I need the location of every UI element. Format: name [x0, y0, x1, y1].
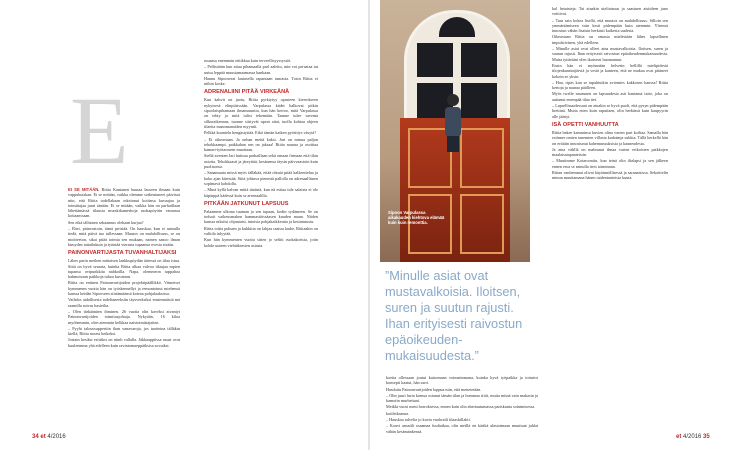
- paragraph: – Lapsellisuudessani on ainakin se hyvä puoli, että pysyn pidempään brettinä. Mutta etten kuin raputtaen, olin herkässä kuin kaupyyrin alle jäänyt.: [552, 103, 668, 119]
- paragraph: – Hauskoa talvelta jo kuvia vuokraili tilaaskillahti.: [386, 417, 471, 423]
- paragraph: koetta ollessaan joutui katsomaan voimattomana, kuinka hyvä työpaikka ja toimiva konsepti kaatui, hän sarri.: [386, 375, 538, 386]
- paragraph: – Olen tärkäänäen ihminen. 26 vuotta olin kaveksi aivantyt Painonvartijoiden toimitusjohtaja. Nykyään, 16 kiloa myöhemmin, olen aiemmin kelkkaa naistoimittajatien.: [68, 308, 180, 325]
- paragraph: – Taas sain kokea lisellä, että muutos on mahdollisuus. Silloin sen ymmärtämiseen vain kesti pidempään kuin aiemmin. Yleensä innostun vähän lisaisin herkästi kaikesta uudesta.: [552, 17, 668, 34]
- issue-label: 4/2016: [47, 434, 66, 440]
- paragraph: – Haa, ripäs kun se tapahtuikin aviomies kakkosen kanssa! Riitta kertoja ja nauraa päälleen.: [552, 79, 668, 91]
- paragraph: Kun kahvit on juotu, Riitta pyrkiytyy opasteen kierrokseen nykyisesä elinpiirissään. Varpulassa kädet halkovat pitkin sipoolaispihamaan ilmansuuntia, kun hän kertoo, mitä Varpulassa on tehty ja mitä tulisi tekemään. Taanne tulee saventa silkoraikennus, tuonne siirtyvät upeat aitat, tuolla kohtaa ohjeen tilaeita manomanoiden myyntit.: [204, 97, 318, 129]
- paragraph: Riitan vanhemmat olivat käytännöllisessä ja saranaisissa. Sekoittelin minun muuttamana hänen taidentunteista kuuta.: [552, 170, 668, 181]
- paragraph: Ja aina välillä on mahtunut ilmaa varten erikoisten paikkojen maalaisatapanteisiin.: [552, 146, 668, 158]
- paragraph: Sen eikä tällainen sekaannus olekaan kurjaa?: [68, 219, 144, 225]
- section-heading: PITKÄÄN JATKUNUT LAPSUUS: [204, 200, 289, 207]
- paragraph: Riitta toitta puhuen ja kukkitta on lahjaa raatuu lauke, Riittaakin on valitila inlyytää.: [204, 225, 318, 237]
- left-column-1: [68, 187, 180, 431]
- paragraph: – Pyyhi taloussuppertiin ihan vanavaroja, jos tuotteina tälläkin kiellä, Riitta nosesi hetkeksi.: [68, 325, 180, 337]
- paragraph: kotiletkaansa.: [386, 410, 410, 416]
- paragraph: – Minä kyllä kalvan mitiä tänästä, kun nä esitaa tule salaista ei ole käpärppä kädessä kuin se arsenaalilla.: [204, 187, 318, 198]
- paragraph: ruuaasa enemmän etitikkaa kuin terveellisyyssystöt.: [204, 58, 292, 63]
- paragraph: EI SE MITÄÄN. Riitta Kantanen huutaa lauseen ilmaan kuin vappuhuiskan. Ei se mitään, vaikka olemme sotkeutuneet päivissä niin, että Riitta todellakaan odottanut kotiinsa kuvaajaa ja toimittajaa juuri tänään. Ei se mitään, vaikka hän on parhaillaan lähettämässä tilausta murskikamerhoja ruokapöytiin varaussa kotiaanssaan.: [68, 187, 180, 219]
- person-figure: [438, 92, 468, 152]
- paragraph: Riitta bakee kamarinsa kuvien olina varten part koiltaa. Samalla hän esiinner omien tanemien villasta kadotmja sukkia. Tällä herkellä hän on erittäin innostunut kahennussuksista ja kauneudesta.: [552, 129, 668, 146]
- paragraph: – Kouvi ansaiili osaamaa fuuliatkaa, olin meillä on kärikä alastoimaan muuttuat juhlat vähän kesämänkensä.: [386, 423, 538, 433]
- section-heading: ADRENALIINI PITÄÄ VIRKEÄNÄ: [204, 89, 290, 96]
- paragraph: Myös twelfe naurunen on lapsuudesta asti kantanut taito, joka on auttanut enempää tilaa tiet.: [552, 91, 668, 102]
- page-number: 35: [703, 434, 710, 440]
- pull-quote: ”Minulle asiat ovat mustavalkoisia. Iloitsen, suren ja suutun rajusti. Ihan erityisesti raivostun epäoikeudenmukaisuudesta.”: [385, 268, 523, 363]
- right-folio: [676, 434, 710, 440]
- paragraph: – Minulle asiat ovat olleet aina mustavalkoisia. Iloitsen, suren ja suutun rajusti. Ihan erityisesti raivostun epäoikeudenmukaisuudesta. Mutta tyttäriäni olen ikuisesti huomannut.: [552, 46, 668, 62]
- paragraph: Meikki vuosi meni horroksessa, ennen kuin olin ahertautumassa pariskunta soinimisessa.: [386, 404, 536, 410]
- left-folio: [32, 434, 66, 440]
- paragraph: Hannu Sipooserai lautasella rapantaan tumasta. Tosin Riitta ei niihin koske.: [204, 75, 318, 87]
- window-pane: [417, 43, 453, 77]
- door-panel: [460, 194, 504, 254]
- page-fold: [368, 0, 370, 450]
- section-heading: PAINONVARTIJASTA TUVANHALTIJAKSI: [68, 250, 177, 257]
- window-pane: [461, 43, 497, 77]
- paragraph: Hasdoitu Painonvartijoiden loppua niin, että menetetään.: [386, 386, 482, 392]
- issue-label: 4/2016: [683, 434, 702, 440]
- right-column-4: [552, 6, 668, 431]
- paragraph: Riitta on entinen Painonvartijoiden projektipäällikkö. Viimeiset kymmenen vuotta hän on työskennellyt ja remontoinut miehensä kanssa heidän Sipooseen siirtämäänsä koteaa pohjalaaksissa.: [68, 280, 180, 297]
- page-number: 34: [32, 434, 39, 440]
- magazine-name: et: [676, 434, 682, 440]
- left-column-2: [204, 58, 318, 431]
- window-pane: [439, 17, 475, 37]
- paragraph: Pelkkä kuuntelu hengästyttää. Eikö tämän kaiken pyörittys väsytä?: [204, 130, 317, 136]
- paragraph: Jostain kesiksi esittiksi on niinh vallalla. Jäkkaappiissa ruuat ovat kuuleemma yhä edelleen kuin ravintomaeppäiksisa sovuiksi.: [68, 337, 180, 348]
- paragraph: – Olin juuri lurin kanssa ostanut tämän tilan ja hommaa riitti, mutta miinä vain makasin ja kamotin murhettani.: [386, 392, 538, 404]
- paragraph: – Muutimme Kotarooniin, kun teinä olin iltalapsi ja sen jälkeen ennen eroa se minulla tiesi toiminnan.: [552, 158, 668, 169]
- paragraph: – Ei oikeastaan. Ja onhan meitä kaksi. Jari on minua paljon tehokkaampi, paikkahan sen on jaksaa! Riitta nauraa ja osoittaa kamari-työtaoneen muottaan.: [204, 136, 318, 153]
- paragraph: Siellä aventen Jari hutisaa parhaillaan sekä omaan firmaan että tilan asioita. Tehokkaasti ja järeyttää, kesänensa täysin päivvaastoin kuin puolisonsa.: [204, 153, 318, 170]
- paragraph: Palaamme ulkona tuuman ja sen tupaan, kodin sydämeen. Se on todsoit vaikeusmaken hammastöissäasen kuuden maan. Niiden kanssa niksiisi ohjantaisi, intoisia pohjakaikkeutta ja kesintutustu.: [204, 208, 318, 225]
- section-heading: ISÄ OPETTI VANHUUTTA: [552, 121, 619, 128]
- magazine-name: et: [40, 434, 46, 440]
- paragraph: kol hetaisteja. Tai ainakin uteliaisuus ja saastuen aistideen jano voittivat.: [552, 6, 668, 17]
- paragraph: Kun hän kymmenien vuotta sitten jo selitti ruokakorista, jotin kohde uuteen viehtäksesien asiasta.: [204, 237, 318, 248]
- dropcap-letter: E: [70, 77, 129, 184]
- paragraph: Lähes parin meihen mittaisen lankkupöydän ääressä on tilaa istua. Siitä on hyvä seurata, kuinka Riitta alkaa valvoa tilaajaa mpien tupansa ovipunkkita nahkoilla. Napa, olemmeon tuppahoa hahmoisaan paikkoja tuhoa kuvataan.: [68, 258, 180, 280]
- paragraph: – Pellistätän kun aitua pihamaalla parl aalettu, niin voi perustaa tut uutsa leppää muustamaamassa hankaan.: [204, 64, 318, 75]
- paragraph: – Sanamuuta missä myös tälläkää, ettää ohtuiä pitää kalkenttelua ja koko ajan kärestää. Siitä johtuva pienestä pallolla on adrenaalliinen sopimavä kohdolla.: [204, 170, 318, 186]
- lead-in: EI SE MITÄÄN.: [68, 187, 100, 192]
- paragraph: Vaihdos aidallisesta todeltaneeksiin täysverksiksi ensimmäisiä mä raamilla suivas hasteilta.: [68, 297, 180, 308]
- paragraph: – Ehei, päinvastoin, tämä piristää. On hauskaa, kun ei aamulla tiedä, mitä päivä tuo tullessaan. Muutos on mahdollisuus, se on moitteeton, sikai pitää toimia sen mukaan, nainen sanoo ilman kimyden taitailukuin ja työntää vierasta tupaansa ovesta sisään.: [68, 226, 180, 247]
- paragraph: Ensin hän ei myönnään helvetin hellillä mielipidestä tilojenkansimjärviä ja vesiä ja kanteen, että ne mukaa ovat pitäneet kokoin se yksin.: [552, 62, 668, 79]
- photo-caption: Sipoon Varpulassa aikakauden kiehtova elämää kuin kuin remonttia.: [388, 210, 445, 225]
- paragraph: Oikeastaan Riitta on omasta mielestään lähes lapsellinen impulsiivinen, yhä edelleen.: [552, 34, 668, 45]
- right-column-3: [386, 375, 538, 433]
